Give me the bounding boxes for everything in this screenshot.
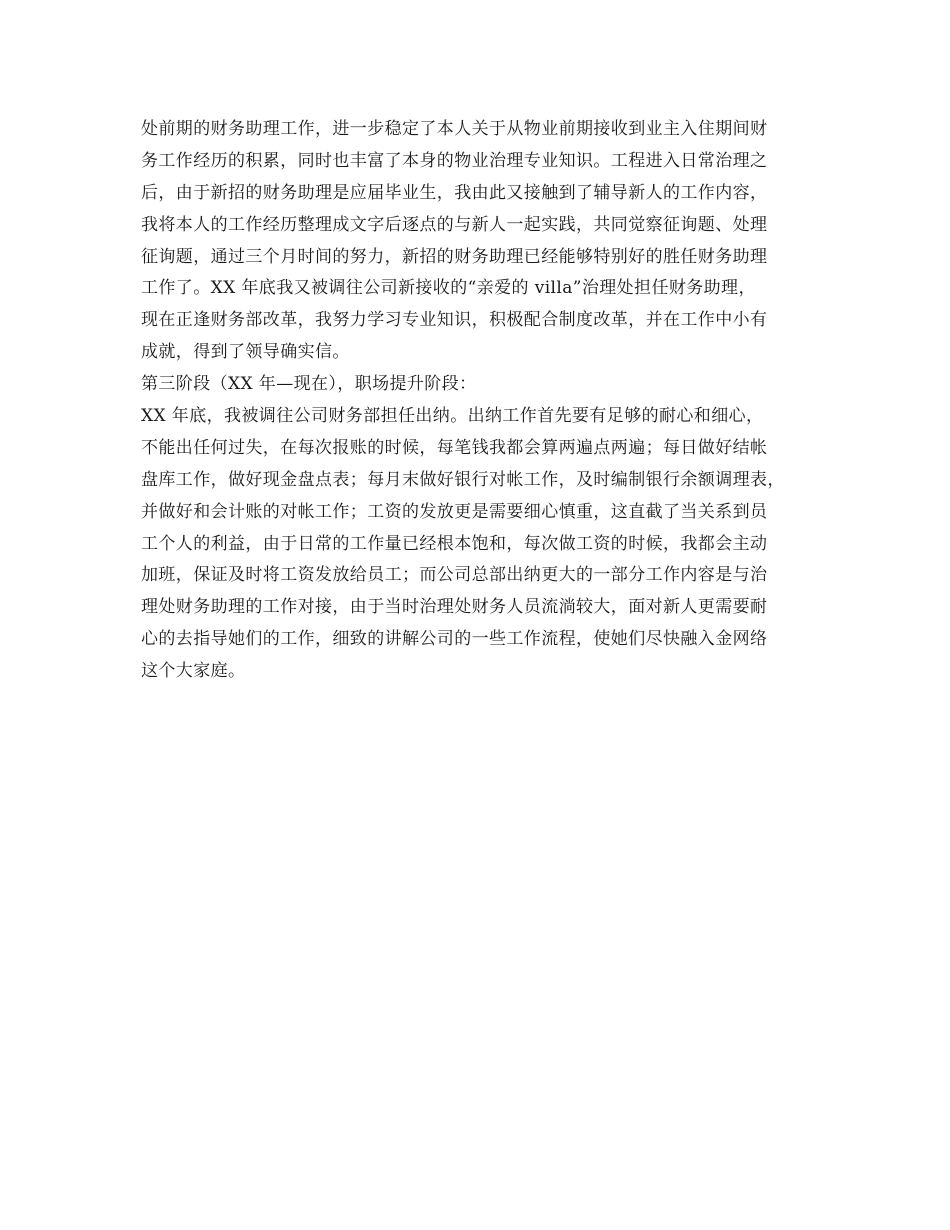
text-line: XX 年底，我被调往公司财务部担任出纳。出纳工作首先要有足够的耐心和细心， [141, 406, 764, 427]
text-line: 成就，得到了领导确实信。 [141, 342, 350, 363]
text-line: 理处财务助理的工作对接，由于当时治理处财务人员流淌较大，面对新人更需要耐 [141, 597, 768, 618]
text-line: 盘库工作，做好现金盘点表；每月末做好银行对帐工作，及时编制银行余额调理表， [141, 469, 785, 490]
section-heading: 第三阶段（XX 年—现在），职场提升阶段： [141, 374, 477, 395]
text-line: 加班，保证及时将工资发放给员工；而公司总部出纳更大的一部分工作内容是与治 [141, 565, 768, 586]
text-line: 后，由于新招的财务助理是应届毕业生，我由此又接触到了辅导新人的工作内容， [141, 182, 768, 203]
document-body [141, 114, 841, 688]
text-line: 不能出任何过失，在每次报账的时候，每笔钱我都会算两遍点两遍；每日做好结帐 [141, 437, 768, 458]
text-line: 现在正逢财务部改革，我努力学习专业知识，积极配合制度改革，并在工作中小有 [141, 310, 768, 331]
text-line: 并做好和会计账的对帐工作；工资的发放更是需要细心慎重，这直截了当关系到员 [141, 501, 768, 522]
text-line: 处前期的财务助理工作，进一步稳定了本人关于从物业前期接收到业主入住期间财 [141, 119, 768, 139]
text-line: 我将本人的工作经历整理成文字后逐点的与新人一起实践，共同觉察征询题、处理 [141, 214, 768, 235]
text-line: 心的去指导她们的工作，细致的讲解公司的一些工作流程，使她们尽快融入金网络 [141, 629, 768, 650]
text-line: 工作了。XX 年底我又被调往公司新接收的“亲爱的 villa”治理处担任财务助理， [141, 278, 756, 299]
text-line: 工个人的利益，由于日常的工作量已经根本饱和，每次做工资的时候，我都会主动 [141, 533, 768, 554]
text-line: 务工作经历的积累，同时也丰富了本身的物业治理专业知识。工程进入日常治理之 [141, 150, 768, 171]
text-line: 征询题，通过三个月时间的努力，新招的财务助理已经能够特别好的胜任财务助理 [141, 246, 768, 267]
text-line: 这个大家庭。 [141, 661, 246, 682]
